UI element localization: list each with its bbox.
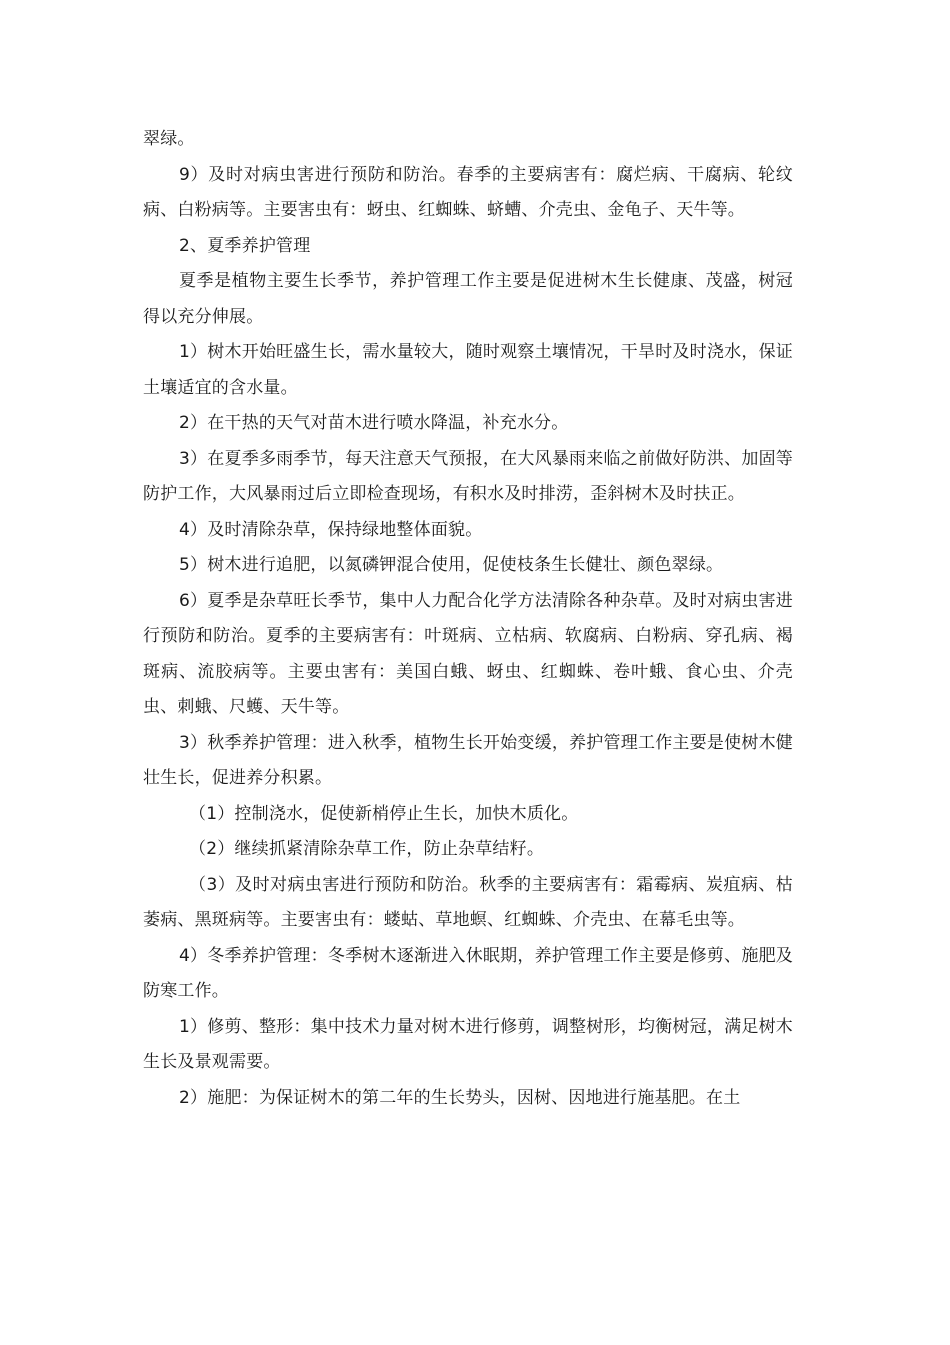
paragraph-summer-watering: 1）树木开始旺盛生长，需水量较大，随时观察土壤情况，干旱时及时浇水，保证土壤适宜的含水量。: [143, 342, 793, 398]
paragraph-summer-spraying: 2）在干热的天气对苗木进行喷水降温，补充水分。: [179, 413, 569, 433]
paragraph-summer-rain: 3）在夏季多雨季节，每天注意天气预报，在大风暴雨来临之前做好防洪、加固等防护工作，大风暴雨过后立即检查现场，有积水及时排涝，歪斜树木及时扶正。: [143, 448, 793, 504]
paragraph-autumn-weeding: （2）继续抓紧清除杂草工作，防止杂草结籽。: [189, 839, 545, 859]
paragraph-spring-pest-control: 9）及时对病虫害进行预防和防治。春季的主要病害有：腐烂病、干腐病、轮纹病、白粉病等。主要害虫有：蚜虫、红蜘蛛、蛴螬、介壳虫、金龟子、天牛等。: [143, 164, 793, 220]
paragraph-winter-fertilizing: 2）施肥：为保证树木的第二年的生长势头，因树、因地进行施基肥。在土: [179, 1087, 741, 1108]
paragraph-autumn-watering: （1）控制浇水，促使新梢停止生长，加快木质化。: [189, 803, 579, 824]
paragraph-summer-pests: 6）夏季是杂草旺长季节，集中人力配合化学方法清除各种杂草。及时对病虫害进行预防和防治。夏季的主要病害有：叶斑病、立枯病、软腐病、白粉病、穿孔病、褐斑病、流胶病等。主要虫害有：美国白蛾、蚜虫、红蜘蛛、卷叶蛾、食心虫、介壳虫、刺蛾、尺蠖、天牛等。: [143, 590, 793, 717]
paragraph-winter-pruning: 1）修剪、整形：集中技术力量对树木进行修剪，调整树形，均衡树冠，满足树木生长及景观需要。: [143, 1016, 793, 1072]
section-heading-autumn: 3）秋季养护管理：进入秋季，植物生长开始变缓，养护管理工作主要是使树木健壮生长，促进养分积累。: [143, 732, 793, 788]
paragraph-autumn-pests: （3）及时对病虫害进行预防和防治。秋季的主要病害有：霜霉病、炭疽病、枯萎病、黑斑病等。主要害虫有：蝼蛄、草地螟、红蜘蛛、介壳虫、在幕毛虫等。: [143, 874, 793, 930]
section-heading-winter: 4）冬季养护管理：冬季树木逐渐进入休眠期，养护管理工作主要是修剪、施肥及防寒工作。: [143, 945, 793, 1001]
paragraph-summer-intro: 夏季是植物主要生长季节，养护管理工作主要是促进树木生长健康、茂盛，树冠得以充分伸展。: [143, 271, 793, 327]
document-body: [143, 122, 793, 1116]
section-heading-summer: 2、夏季养护管理: [179, 235, 311, 256]
paragraph-summer-weeding: 4）及时清除杂草，保持绿地整体面貌。: [179, 519, 483, 540]
paragraph-summer-fertilizing: 5）树木进行追肥，以氮磷钾混合使用，促使枝条生长健壮、颜色翠绿。: [179, 555, 724, 575]
paragraph-continuation: 翠绿。: [143, 129, 195, 149]
